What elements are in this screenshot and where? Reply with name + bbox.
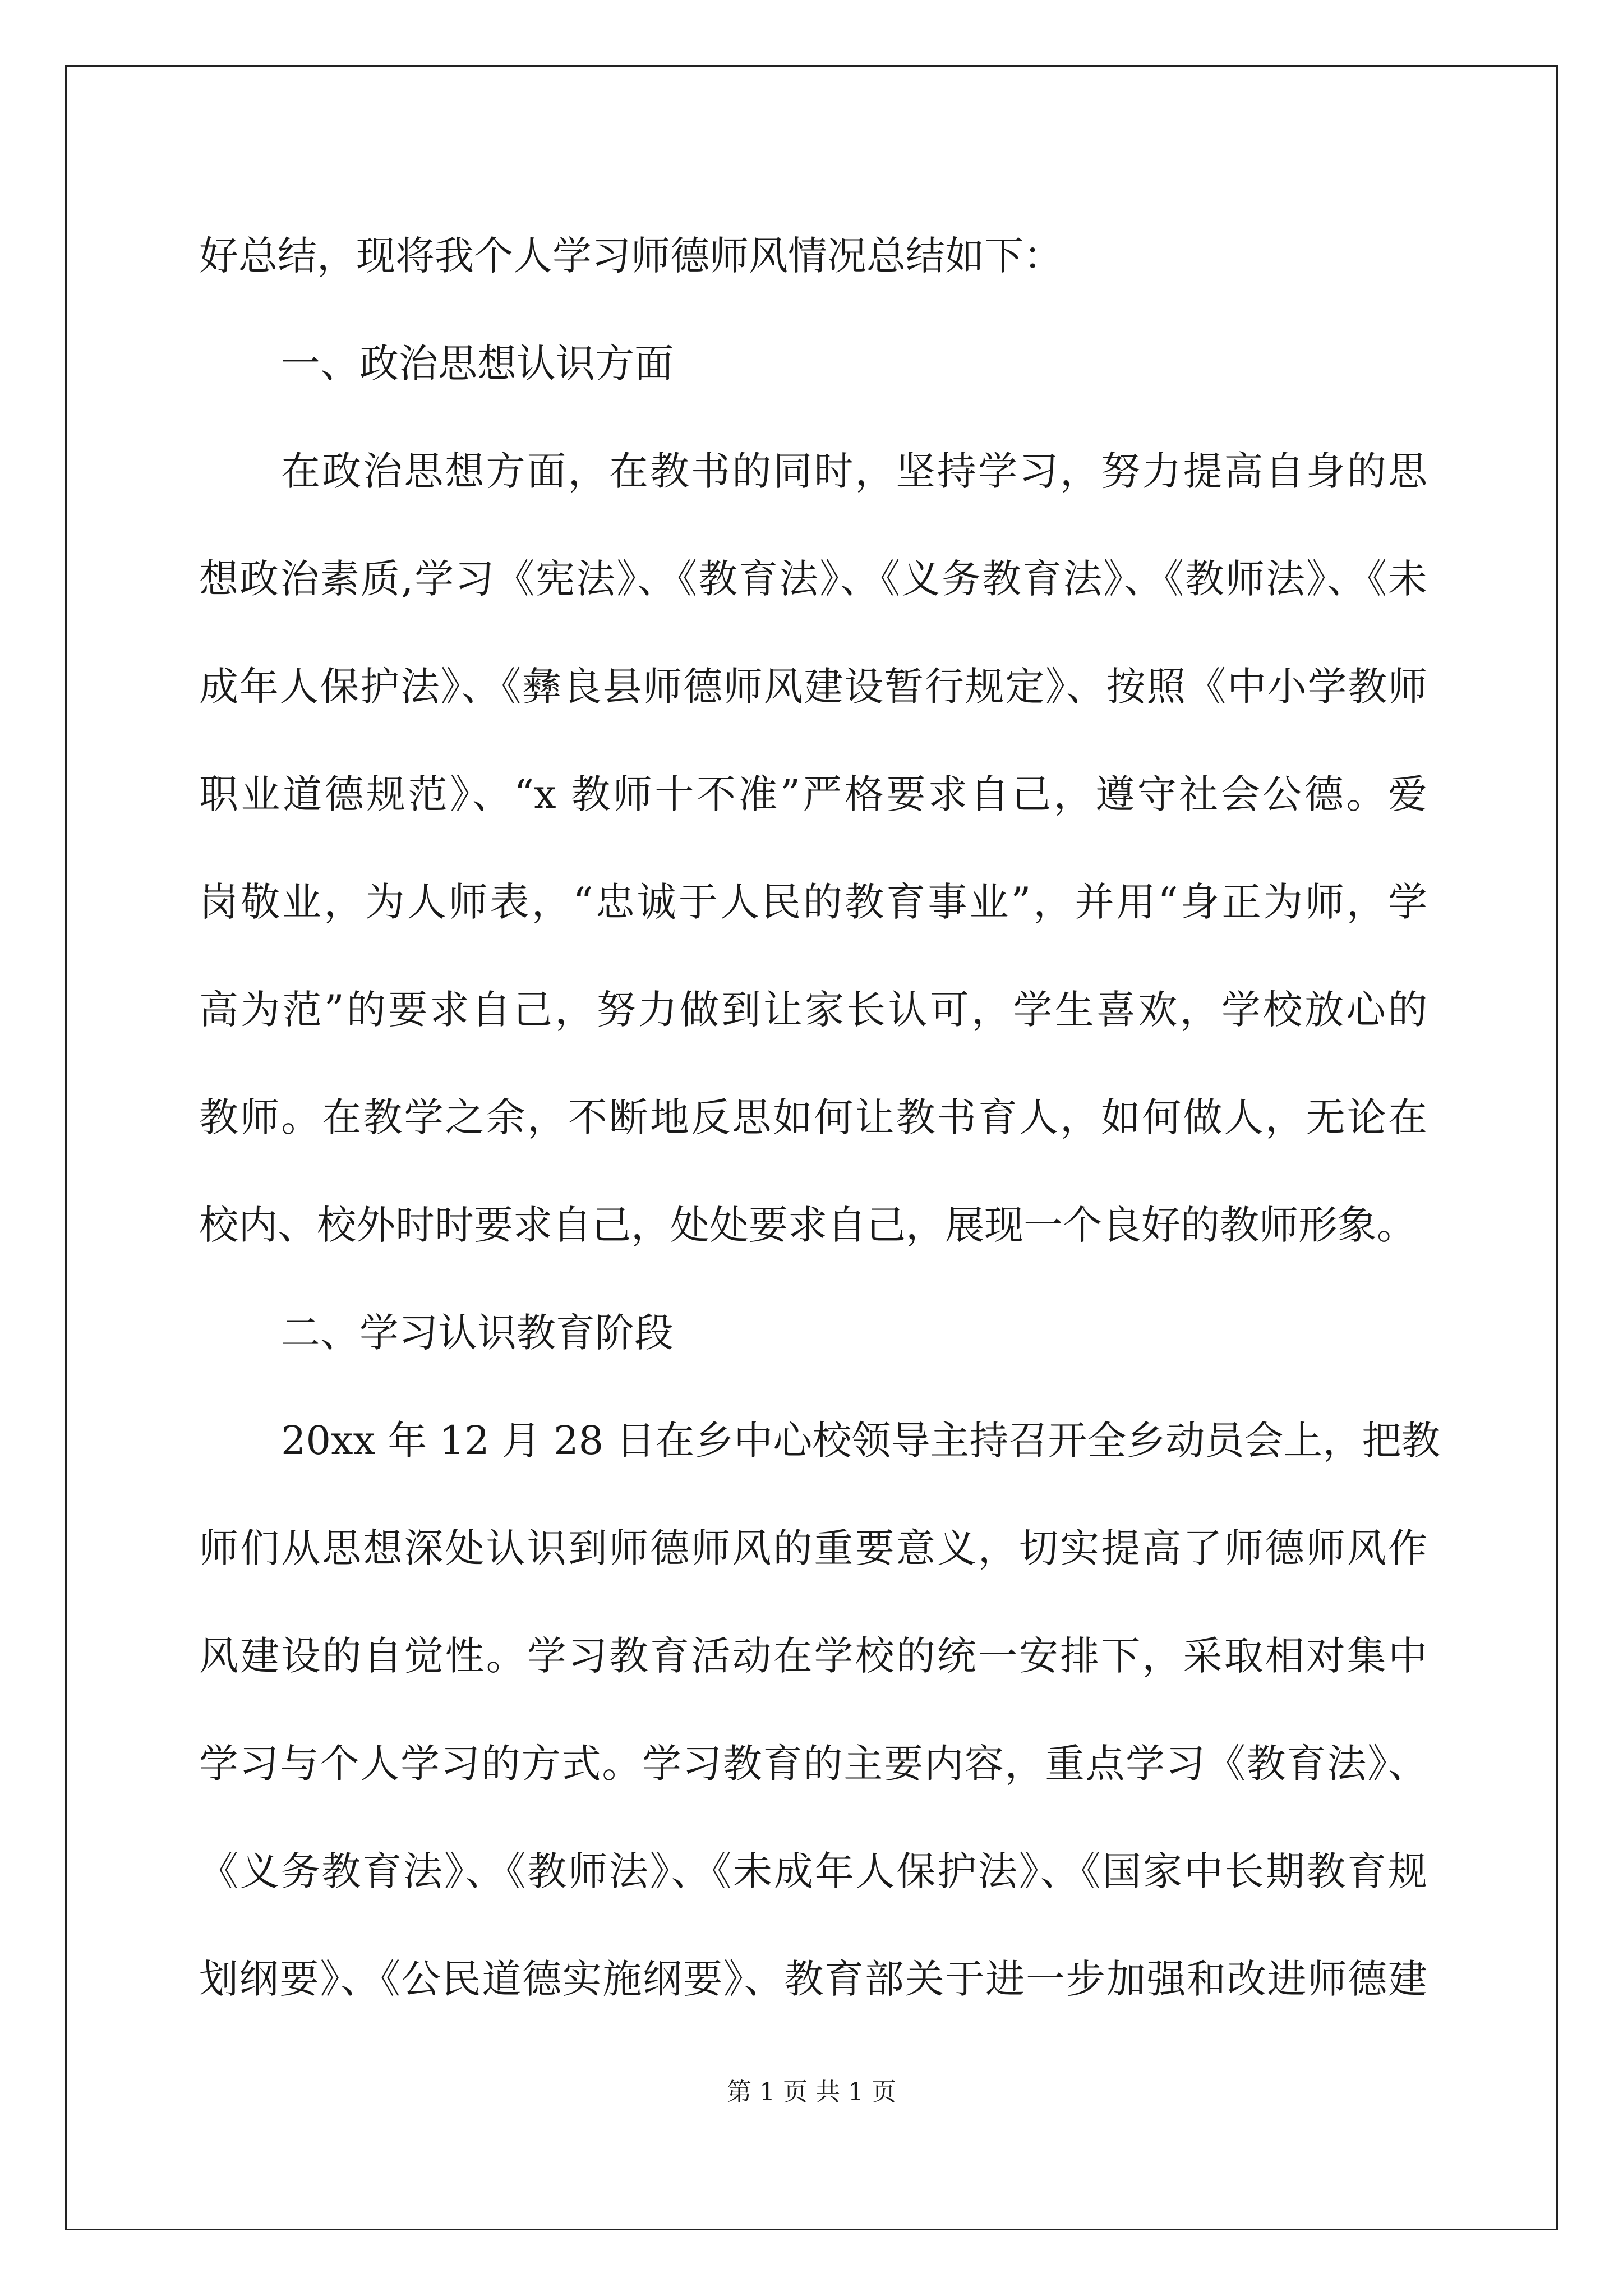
paragraph-line: 岗敬业，为人师表，“忠诚于人民的教育事业”，并用“身正为师，学 (199, 879, 1427, 925)
paragraph-line: 《义务教育法》、《教师法》、《未成年人保护法》、《国家中长期教育规 (199, 1848, 1427, 1894)
section-heading: 二、学习认识教育阶段 (281, 1310, 674, 1356)
paragraph-line: 好总结，现将我个人学习师德师风情况总结如下： (199, 233, 1063, 279)
paragraph-line: 校内、校外时时要求自己，处处要求自己，展现一个良好的教师形象。 (199, 1202, 1416, 1248)
paragraph-line: 想政治素质,学习《宪法》、《教育法》、《义务教育法》、《教师法》、《未 (199, 556, 1427, 602)
paragraph-line: 教师。在教学之余，不断地反思如何让教书育人，如何做人，无论在 (199, 1094, 1427, 1140)
paragraph-line: 成年人保护法》、《彝良县师德师风建设暂行规定》、按照《中小学教师 (199, 664, 1427, 710)
document-body (199, 202, 1441, 2033)
paragraph-line: 划纲要》、《公民道德实施纲要》、教育部关于进一步加强和改进师德建 (199, 1956, 1427, 2002)
paragraph-line: 师们从思想深处认识到师德师风的重要意义，切实提高了师德师风作 (199, 1525, 1427, 1571)
paragraph-line: 20xx 年 12 月 28 日在乡中心校领导主持召开全乡动员会上，把教 (281, 1418, 1441, 1464)
paragraph-line: 职业道德规范》、“x 教师十不准”严格要求自己，遵守社会公德。爱 (199, 771, 1427, 817)
section-heading: 一、政治思想认识方面 (281, 341, 674, 386)
page-number: 第 1 页 共 1 页 (727, 2078, 896, 2106)
paragraph-line: 风建设的自觉性。学习教育活动在学校的统一安排下，采取相对集中 (199, 1633, 1427, 1679)
paragraph-line: 高为范”的要求自己，努力做到让家长认可，学生喜欢，学校放心的 (199, 987, 1427, 1033)
paragraph-line: 在政治思想方面，在教书的同时，坚持学习，努力提高自身的思 (281, 448, 1427, 494)
paragraph-line: 学习与个人学习的方式。学习教育的主要内容，重点学习《教育法》、 (199, 1741, 1427, 1787)
